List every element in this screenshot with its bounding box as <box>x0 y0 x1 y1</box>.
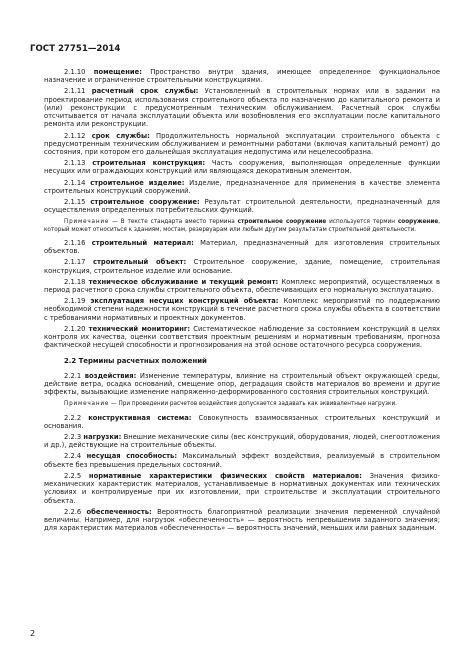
term-paragraph <box>44 258 440 275</box>
term-name: строительный материал: <box>91 238 194 247</box>
term-paragraph <box>44 414 440 431</box>
note-text-after: , который может относиться к зданиям, мостам, резервуарам или любым другим результатам строительной деятельности. <box>44 219 441 233</box>
term-paragraph <box>44 278 440 295</box>
term-definition: Совокупность взаимосвязанных строительных конструкций и основания. <box>44 413 440 430</box>
term-name: строительный объект: <box>92 258 187 267</box>
section-heading: 2.2 Термины расчетных положений <box>64 357 207 366</box>
term-name: строительное изделие: <box>90 178 185 187</box>
clause-number: 2.1.17 <box>64 258 86 267</box>
term-definition: Установленный в строительных нормах или в задании на проектирование период использования строительного объекта по назначению до капитального ремонта и (или) реконструкции с предусмотренным техническим обслуживанием. Расчетный срок службы отсчитывается от начала эксплуатации объекта или возобновления его эксплуатации после капитального ремонта или реконструкции. <box>44 87 440 129</box>
term-definition: Результат строительной деятельности, предназначенный для осуществления определенных потребительских функций. <box>44 197 440 215</box>
term-name: помещение: <box>93 68 142 76</box>
clause-number: 2.2.4 <box>64 452 82 461</box>
term-name: конструктивная система: <box>88 413 192 422</box>
note-paragraph <box>44 219 440 233</box>
term-definition: Часть сооружения, выполняющая определенные функции несущих или ограждающих конструкций или являющаяся декоративным элементом. <box>44 159 440 176</box>
term-definition: Пространство внутри здания, имеющее определенное функциональное назначение и ограниченное строительными конструкциями. <box>44 68 440 85</box>
paragraph-group-terms-2-1 <box>44 68 440 214</box>
clause-number: 2.1.10 <box>64 68 86 76</box>
note-label: Примечание <box>64 219 110 226</box>
term-paragraph <box>44 132 440 157</box>
term-name: нормативные характеристики физических свойств материалов: <box>88 471 362 480</box>
term-name: обеспеченность: <box>86 507 152 516</box>
term-paragraph <box>44 325 440 350</box>
term-name: строительное сооружение: <box>90 197 200 206</box>
clause-number: 2.1.19 <box>64 297 86 306</box>
clause-number: 2.1.16 <box>64 238 86 247</box>
note-text-2: — При проведении расчетов воздействия допускается задавать как эквивалентные нагрузки. <box>109 401 397 408</box>
term-name: технический мониторинг: <box>88 324 191 333</box>
term-name: срок службы: <box>91 131 150 140</box>
term-paragraph <box>44 472 440 505</box>
clause-number: 2.1.20 <box>64 324 86 333</box>
term-definition: Максимальный эффект воздействия, реализуемый в строительном объекте без превышения предельных состояний. <box>44 452 440 469</box>
paragraph-group-terms-2-2b <box>44 414 440 533</box>
clause-number: 2.2.2 <box>64 413 82 422</box>
term-name: нагрузки: <box>83 433 122 442</box>
clause-number: 2.2.1 <box>64 371 82 380</box>
term-definition: Изменение температуры, влияние на строительный объект окружающей среды, действие ветра, осадка оснований, смещение опор, деградация свойств материалов во времени и другие эффекты, вызывающие изменение напряженно-деформированного состояния строительных конструкций. <box>44 371 440 397</box>
clause-number: 2.2.3 <box>64 433 82 442</box>
clause-number: 2.1.13 <box>64 159 86 168</box>
term-paragraph <box>44 159 440 176</box>
note-term-2: сооружение <box>397 219 439 226</box>
term-definition: Систематическое наблюдение за состоянием конструкций в целях контроля их качества, оценки соответствия проектным решениям и нормативным требованиям, прогноза фактической несущей способности и прогнозирования на этой основе остаточного ресурса сооружения. <box>44 324 440 350</box>
term-definition: Внешние механические силы (вес конструкций, оборудования, людей, снегоотложения и др.), действующие на строительные объекты. <box>44 433 440 450</box>
term-paragraph <box>44 198 440 215</box>
term-definition: Изделие, предназначенное для применения в качестве элемента строительных конструкций сооружений. <box>44 178 440 195</box>
term-paragraph <box>44 372 440 397</box>
note-paragraph-2 <box>44 401 440 408</box>
document-body <box>44 68 440 535</box>
term-paragraph <box>44 239 440 256</box>
clause-number: 2.1.12 <box>64 131 86 140</box>
term-definition: Строительное сооружение, здание, помещение, строительная конструкция, строительное изделие или основание. <box>44 258 440 275</box>
paragraph-group-terms-2-1b <box>44 239 440 350</box>
term-name: несущая способность: <box>86 452 178 461</box>
term-name: расчетный срок службы: <box>91 87 199 96</box>
note-term-1: строительное сооружение <box>237 219 327 226</box>
term-definition: Комплекс мероприятий, осуществляемых в период расчетного срока службы строительного объекта, обеспечивающих его нормальную эксплуатацию. <box>44 277 440 294</box>
term-definition: Продолжительность нормальной эксплуатации строительного объекта с предусмотренным техническим обслуживанием и ремонтными работами (включая капитальный ремонт) до состояния, при котором его дальнейшая эксплуатация недопустима или нецелесообразна. <box>44 131 440 157</box>
term-name: эксплуатация несущих конструкций объекта: <box>90 297 279 306</box>
clause-number: 2.2.5 <box>64 471 82 480</box>
term-paragraph <box>44 508 440 533</box>
paragraph-group-terms-2-2 <box>44 372 440 397</box>
term-definition: Вероятность благоприятной реализации значения переменной случайной величины. Например, для нагрузок «обеспеченность» — вероятность непревышения заданного значения; для характеристик материалов «обеспеченность» — вероятность значений, меньших или равных заданным. <box>44 507 440 533</box>
term-definition: Комплекс мероприятий по поддержанию необходимой степени надежности конструкций в течение расчетного срока службы объекта в соответствии с требованиями нормативных и проектных документов. <box>44 297 440 322</box>
term-paragraph <box>44 433 440 450</box>
term-paragraph <box>44 297 440 322</box>
term-name: строительная конструкция: <box>92 159 206 168</box>
clause-number: 2.1.11 <box>64 87 86 96</box>
term-name: техническое обслуживание и текущий ремонт: <box>88 277 279 286</box>
term-paragraph <box>44 68 440 85</box>
term-definition: Значения физико-механических характеристик материалов, устанавливаемые в нормативных документах или технических условиях и контролируемые при их изготовлении, при строительстве и эксплуатации строительного объекта. <box>44 471 440 505</box>
note-text-middle: используется термин <box>326 219 398 226</box>
clause-number: 2.1.15 <box>64 197 86 206</box>
term-definition: Материал, предназначенный для изготовления строительных объектов. <box>44 238 440 256</box>
note-label-2: Примечание <box>64 401 110 408</box>
term-paragraph <box>44 452 440 469</box>
clause-number: 2.2.6 <box>64 507 82 516</box>
term-paragraph <box>44 87 440 128</box>
page-number: 2 <box>30 629 36 638</box>
note-text-before: — В тексте стандарта вместо термина <box>109 219 238 226</box>
clause-number: 2.1.14 <box>64 178 86 187</box>
term-name: воздействия: <box>84 371 137 380</box>
term-paragraph <box>44 179 440 196</box>
clause-number: 2.1.18 <box>64 277 86 286</box>
standard-header: ГОСТ 27751—2014 <box>30 44 121 54</box>
